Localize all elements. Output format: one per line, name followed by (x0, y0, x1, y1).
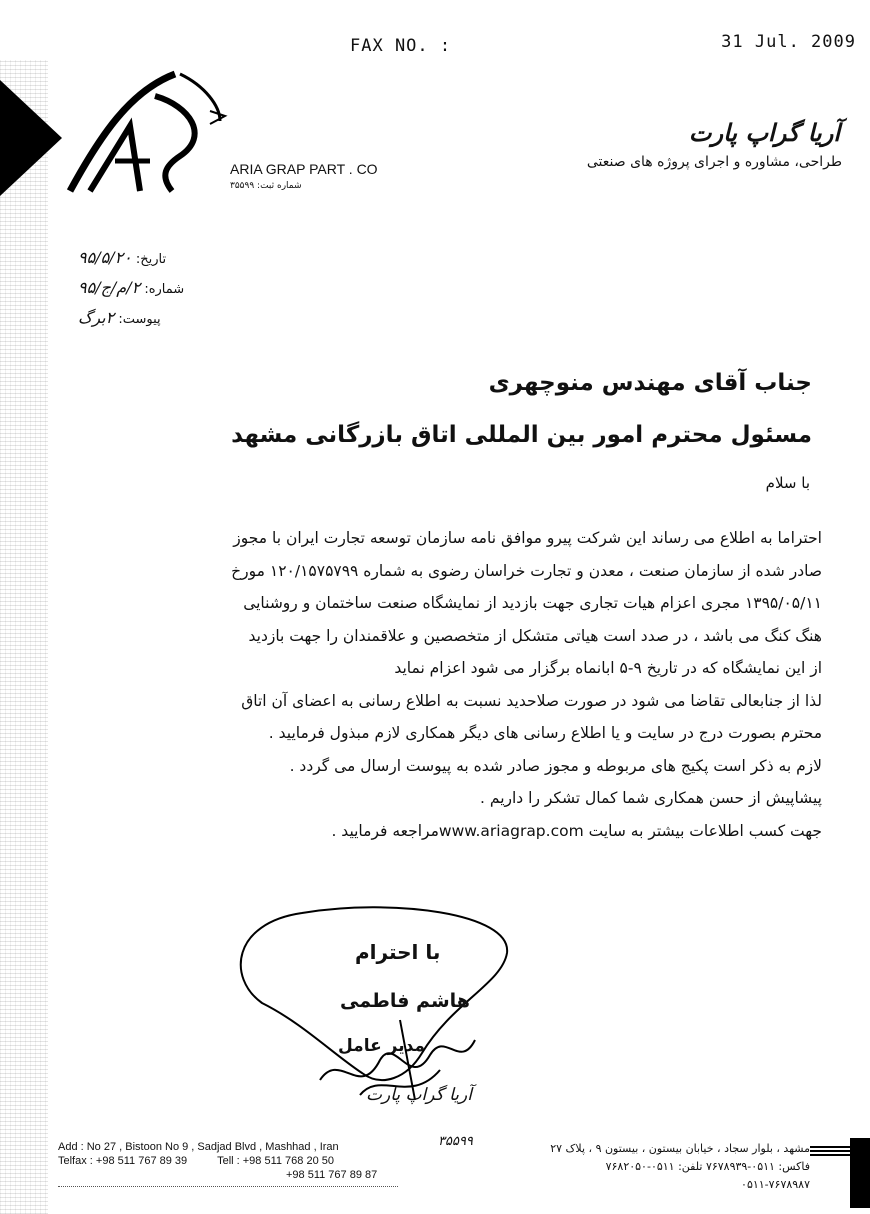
body-line: پیشاپیش از حسن همکاری شما کمال تشکر را داریم . (480, 789, 822, 807)
meta-number-label: شماره: (144, 282, 185, 297)
company-stamp-text: آریا گراپ پارت (366, 1085, 472, 1105)
meta-date (78, 248, 166, 267)
body-line: صادر شده از سازمان صنعت ، معدن و تجارت خراسان رضوی به شماره ۱۲۰/۱۵۷۵۷۹۹ مورخ (231, 561, 822, 580)
greeting: با سلام (765, 474, 810, 492)
body-line: لازم به ذکر است پکیج های مربوطه و مجوز صادر شده به پیوست ارسال می گردد . (289, 756, 822, 775)
meta-number-value: ۲/م/ج/۹۵ (78, 278, 141, 297)
footer-tel-persian: فاکس: ۰۵۱۱-۷۶۷۸۹۳۹ تلفن: ۰۵۱۱-۷۶۸۲۰۵۰ (605, 1160, 810, 1173)
footer-tel2-persian: ۰۵۱۱-۷۶۷۸۹۸۷ (741, 1178, 810, 1191)
signer-name: هاشم فاطمی (340, 990, 470, 1012)
signature-regards: با احترام (355, 940, 441, 964)
body-line: هنگ کنگ می باشد ، در صدد است هیاتی متشکل از متخصصین و علاقمندان را جهت بازدید (248, 626, 822, 645)
body-line: از این نمایشگاه که در تاریخ ۹-۵ ابانماه برگزار می شود اعزام نماید (394, 659, 822, 677)
meta-attachment-label: پیوست: (118, 312, 161, 327)
recipient-name: جناب آقای مهندس منوچهری (488, 370, 812, 396)
recipient-title: مسئول محترم امور بین المللی اتاق بازرگانی مشهد (231, 422, 812, 448)
meta-date-value: ۹۵/۵/۲۰ (78, 248, 132, 267)
scan-noise-strip (0, 60, 48, 1214)
footer-divider (58, 1186, 398, 1187)
meta-attachment (78, 308, 161, 327)
company-name-persian: آریا گراپ پارت (688, 118, 840, 147)
body-line: لذا از جنابعالی تقاضا می شود در صورت صلاحدید نسبت به اطلاع رسانی به اعضای آن اتاق (241, 691, 822, 710)
meta-number (78, 278, 184, 297)
signer-title: مدیر عامل (338, 1036, 425, 1056)
meta-attachment-value: ۲برگ (78, 308, 115, 327)
company-logo (60, 66, 230, 196)
body-line: احتراما به اطلاع می رساند این شرکت پیرو موافق نامه سازمان توسعه تجارت ایران با مجوز (233, 529, 822, 547)
body-line: جهت کسب اطلاعات بیشتر به سایت www.ariagrap.comمراجعه فرمایید . (331, 821, 822, 840)
footer-english (58, 1133, 473, 1182)
body-line: ۱۳۹۵/۰۵/۱۱ مجری اعزام هیات تجاری جهت بازدید از نمایشگاه صنعت ساختمان و روشنایی (243, 594, 822, 612)
company-name-english: ARIA GRAP PART . CO (230, 161, 378, 177)
meta-date-label: تاریخ: (135, 252, 167, 267)
fax-number-label: FAX NO. : (350, 36, 452, 56)
footer-address-persian: مشهد ، بلوار سجاد ، خیابان بیستون ، بیستون ۹ ، پلاک ۲۷ (550, 1142, 810, 1155)
footer-persian (550, 1140, 810, 1194)
company-registration: شماره ثبت: ۳۵۵۹۹ (230, 181, 302, 191)
footer-reg-number: ۳۵۵۹۹ (438, 1133, 473, 1148)
body-line: محترم بصورت درج در سایت و یا اطلاع رسانی های دیگر همکاری لازم مبذول فرمایید . (268, 724, 822, 742)
footer-address: Add : No 27 , Bistoon No 9 , Sadjad Blvd , Mashhad , Iran (58, 1141, 339, 1153)
footer-black-bar (850, 1138, 870, 1208)
fax-date: 31 Jul. 2009 (721, 32, 856, 52)
footer-telfax-number: Telfax : +98 511 767 89 39 (58, 1155, 188, 1167)
logo-triangle (0, 80, 62, 196)
company-tagline: طراحی، مشاوره و اجرای پروژه های صنعتی (586, 154, 842, 170)
footer-tel-number: Tell : +98 511 768 20 50 (217, 1155, 334, 1167)
footer-decor-lines (810, 1144, 850, 1156)
footer-tel-number-2: +98 511 767 89 87 (286, 1169, 378, 1181)
footer-telfax (58, 1154, 377, 1168)
letter-body (62, 522, 822, 847)
